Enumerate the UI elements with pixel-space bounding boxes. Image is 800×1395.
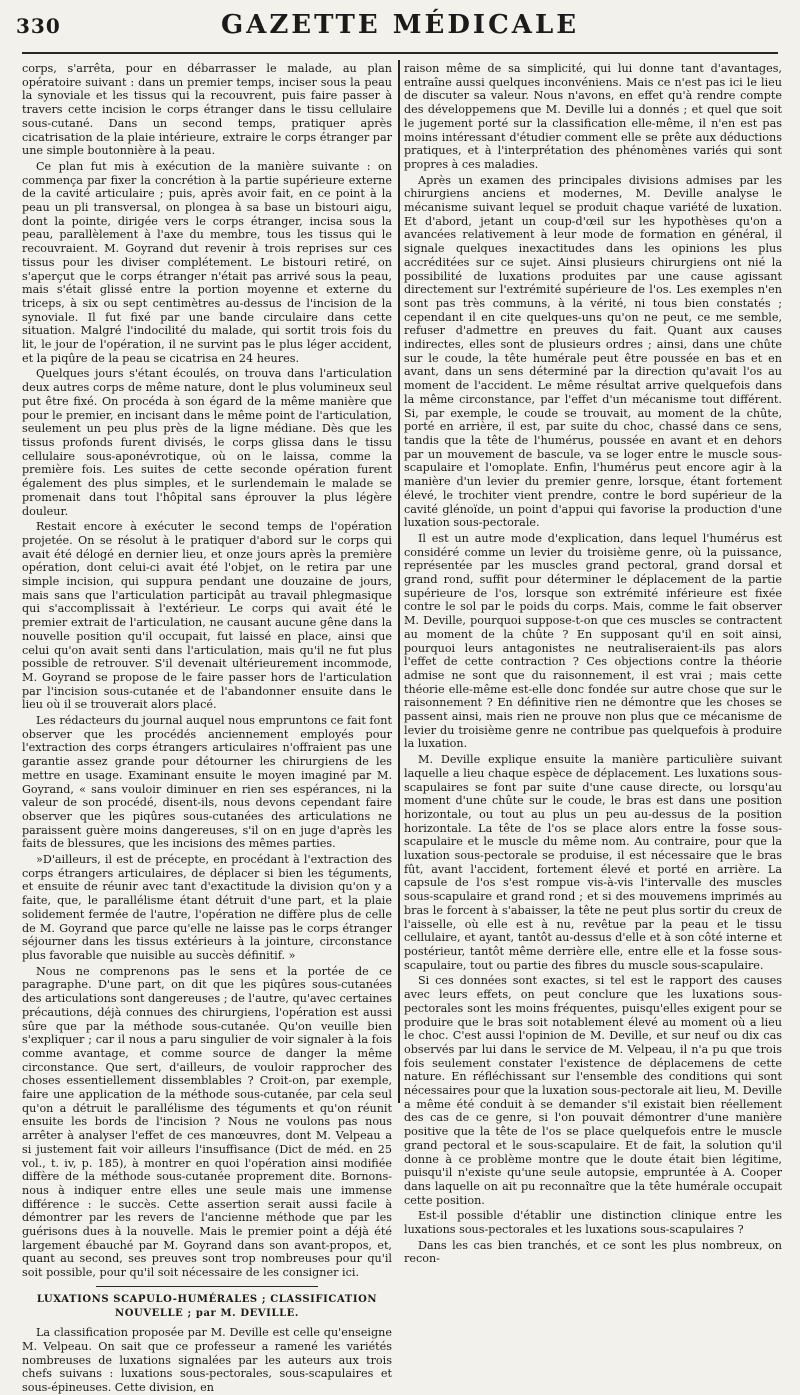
paragraph: Est-il possible d'établir une distinction clinique entre les luxations sous-pectorales et les luxations sous-scapulaires ? (404, 1209, 782, 1237)
paragraph: Les rédacteurs du journal auquel nous empruntons ce fait font observer que les procédés anciennement employés pour l'extraction des corps étrangers articulaires n'offraient pas une garantie assez grande pour détourner les chirurgiens de les mettre en usage. Examinant ensuite le moyen imaginé par M. Goyrand, « sans vouloir diminuer en rien ses espérances, ni la valeur de son procédé, disent-ils, nous devons cependant faire observer que les piqûres sous-cutanées des articulations ne paraissent guère moins dangereuses, s'il on en juge d'après les faits de blessures, que les incisions des mêmes parties. (22, 714, 392, 851)
paragraph: Restait encore à exécuter le second temps de l'opération projetée. On se résolut à le pratiquer d'abord sur le corps qui avait été délogé en dernier lieu, et onze jours après la première opération, dont celui-ci avait été l'objet, on le retira par une simple incision, qui suppura pendant une douzaine de jours, mais sans que l'articulation participât au travail phlegmasique qui s'accomplissait à l'extérieur. Le corps qui avait été le premier extrait de l'articulation, ne causant aucune gêne dans la nouvelle position qu'il occupait, fut laissé en place, ainsi que celui qu'on avait senti dans l'articulation, mais qu'il ne fut plus possible de retrouver. S'il devenait ultérieurement incommode, M. Goyrand se propose de le faire passer hors de l'articulation par l'incision sous-cutanée et de l'abandonner ensuite dans le lieu où il se trouverait alors placé. (22, 520, 392, 712)
paragraph: Dans les cas bien tranchés, et ce sont les plus nombreux, on recon- (404, 1238, 782, 1266)
paragraph: corps, s'arrêta, pour en débarrasser le malade, au plan opératoire suivant : dans un premier temps, inciser sous la peau la synoviale et les tissus qui la recouvrent, puis faire passer à travers cette incision le corps étranger dans le tissu cellulaire sous-cutané. Dans un second temps, pratiquer après cicatrisation de la plaie intérieure, extraire le corps étranger par une simple boutonnière à la peau. (22, 62, 392, 158)
paragraph: raison même de sa simplicité, qui lui donne tant d'avantages, entraîne aussi quelques inconvéniens. Mais ce n'est pas ici le lieu de discuter sa valeur. Nous n'avons, en effet qu'à rendre compte des développemens que M. Deville lui a donnés ; et quel que soit le jugement porté sur la classification elle-même, il n'en est pas moins intéressant d'étudier comment elle se prête aux déductions pratiques, et à l'interprétation des phénomènes variés qui sont propres à ces maladies. (404, 62, 782, 171)
paragraph: Quelques jours s'étant écoulés, on trouva dans l'articulation deux autres corps de même nature, dont le plus volumineux seul put être fixé. On procéda à son égard de la même manière que pour le premier, en incisant dans le même point de l'articulation, seulement un peu plus près de la ligne médiane. Dès que les tissus profonds furent divisés, le corps glissa dans le tissu cellulaire sous-aponévrotique, où on le laissa, comme la première fois. Les suites de cette seconde opération furent également des plus simples, et le surlendemain le malade se promenait dans tout l'hôpital sans éprouver la plus légère douleur. (22, 367, 392, 518)
header-rule (22, 52, 778, 54)
paragraph: M. Deville explique ensuite la manière particulière suivant laquelle a lieu chaque espèce de déplacement. Les luxations sous-scapulaires se font par suite d'une cause directe, ou lorsqu'au moment d'une chûte sur le coude, le bras est dans une position horizontale, ou tout au plus un peu au-dessus de la position horizontale. La tête de l'os se place alors entre la fosse sous-scapulaire et le muscle du même nom. Au contraire, pour que la luxation sous-pectorale se produise, il est nécessaire que le bras fût, avant l'accident, fortement élevé et porté en arrière. La capsule de l'os s'est rompue vis-à-vis l'intervalle des muscles sous-scapulaire et grand rond ; et si des mouvemens imprimés au bras le forcent à s'abaisser, la tête ne peut plus sortir du creux de l'aisselle, où elle est à nu, revêtue par la peau et le tissu cellulaire, et ayant, tantôt au-dessus d'elle et à son côté interne et postérieur, tantôt même derrière elle, entre elle et la fosse sous-scapulaire, tout ou partie des fibres du muscle sous-scapulaire. (404, 753, 782, 972)
paragraph: Après un examen des principales divisions admises par les chirurgiens anciens et modernes, M. Deville analyse le mécanisme suivant lequel se produit chaque variété de luxation. Et d'abord, jetant un coup-d'œil sur les hypothèses qu'on a avancées relativement à leur mode de formation en général, il signale quelques inexactitudes dans les opinions les plus accréditées sur ce sujet. Ainsi plusieurs chirurgiens ont nié la possibilité de luxations produites par une cause agissant directement sur l'extrémité supérieure de l'os. Les exemples n'en sont pas très communs, à la vérité, ni tous bien constatés ; cependant il en cite quelques-uns qu'on ne peut, ce me semble, refuser d'admettre en preuves du fait. Quant aux causes indirectes, elles sont de plusieurs ordres ; ainsi, dans une chûte sur le coude, la tête humérale peut être poussée en bas et en avant, dans un sens déterminé par la direction qu'avait l'os au moment de l'accident. Le même résultat arrive quelquefois dans la même circonstance, par l'effet d'un mécanisme tout différent. Si, par exemple, le coude se trouvait, au moment de la chûte, porté en arrière, il est, par suite du choc, chassé dans ce sens, tandis que la tête de l'humérus, poussée en avant et en dehors par un mouvement de bascule, va se loger entre le muscle sous-scapulaire et l'omoplate. Enfin, l'humérus peut encore agir à la manière d'un levier du premier genre, lorsque, étant fortement élevé, le trochiter vient prendre, contre le bord supérieur de la cavité glénoïde, un point d'appui qui favorise la production d'une luxation sous-pectorale. (404, 173, 782, 530)
right-column (404, 62, 782, 1266)
left-column (22, 62, 392, 1395)
journal-title: GAZETTE MÉDICALE (220, 10, 580, 40)
section-heading: LUXATIONS SCAPULO-HUMÉRALES ; CLASSIFICATION NOUVELLE ; par M. DEVILLE. (36, 1293, 378, 1319)
paragraph: Il est un autre mode d'explication, dans lequel l'humérus est considéré comme un levier du troisième genre, où la puissance, représentée par les muscles grand pectoral, grand dorsal et grand rond, suffit pour déterminer le déplacement de la partie supérieure de l'os, lorsque son extrémité inférieure est fixée contre le sol par le poids du corps. Mais, comme le fait observer M. Deville, pourquoi suppose-t-on que ces muscles se contractent au moment de la chûte ? En supposant qu'il en soit ainsi, pourquoi leurs antagonistes ne neutraliseraient-ils pas alors l'effet de cette contraction ? Ces objections contre la théorie admise ne sont que du raisonnement, il est vrai ; mais cette théorie elle-même est-elle donc fondée sur autre chose que sur le raisonnement ? En définitive rien ne démontre que les choses se passent ainsi, mais rien ne prouve non plus que ce mécanisme de levier du troisième genre ne contribue pas quelquefois à produire la luxation. (404, 531, 782, 751)
paragraph: La classification proposée par M. Deville est celle qu'enseigne M. Velpeau. On sait que ce professeur a ramené les variétés nombreuses de luxations signalées par les auteurs aux trois chefs suivans : luxations sous-pectorales, sous-scapulaires et sous-épineuses. Cette division, en (22, 1326, 392, 1395)
paragraph: Nous ne comprenons pas le sens et la portée de ce paragraphe. D'une part, on dit que les piqûres sous-cutanées des articulations sont dangereuses ; de l'autre, qu'avec certaines précautions, déjà connues des chirurgiens, l'opération est aussi sûre que par la méthode sous-cutanée. Qu'on veuille bien s'expliquer ; car il nous a paru singulier de voir signaler à la fois comme avantage, et comme source de danger la même circonstance. Que sert, d'ailleurs, de vouloir rapprocher des choses essentiellement dissemblables ? Croit-on, par exemple, faire une application de la méthode sous-cutanée, par cela seul qu'on a détruit le parallélisme des téguments et qu'on réunit ensuite les bords de l'incision ? Nous ne voulons pas nous arrêter à analyser l'effet de ces manœuvres, dont M. Velpeau a si justement fait voir ailleurs l'insuffisance (Dict de méd. en 25 vol., t. iv, p. 185), à montrer en quoi l'opération ainsi modifiée diffère de la méthode sous-cutanée proprement dite. Bornons-nous à indiquer entre elles une seule mais une immense différence : le succès. Cette assertion serait aussi facile à démontrer par les revers de l'ancienne méthode que par les guérisons dues à la nouvelle. Mais le premier point a déjà été largement ébauché par M. Goyrand dans son avant-propos, et, quant au second, ses preuves sont trop nombreuses pour qu'il soit possible, pour qu'il soit nécessaire de les consigner ici. (22, 964, 392, 1280)
paragraph: Si ces données sont exactes, si tel est le rapport des causes avec leurs effets, on peut conclure que les luxations sous-pectorales sont les moins fréquentes, puisqu'elles exigent pour se produire que le bras soit notablement élevé au moment où a lieu le choc. C'est aussi l'opinion de M. Deville, et sur neuf ou dix cas observés par lui dans le service de M. Velpeau, il n'a pu que trois fois seulement constater l'existence de déplacemens de cette nature. En réfléchissant sur l'ensemble des conditions qui sont nécessaires pour que la luxation sous-pectorale ait lieu, M. Deville a même été conduit à se demander s'il existait bien réellement des cas de ce genre, si l'on pouvait démontrer d'une manière positive que la tête de l'os se place quelquefois entre le muscle grand pectoral et le sous-scapulaire. Et de fait, la solution qu'il donne à ce problème montre que le doute était bien légitime, puisqu'il n'existe qu'une seule autopsie, empruntée à A. Cooper dans laquelle on ait pu reconnaître que la tête humérale occupait cette position. (404, 974, 782, 1207)
page-number: 330 (16, 14, 61, 38)
paragraph: Ce plan fut mis à exécution de la manière suivante : on commença par fixer la concrétion à la partie supérieure externe de la cavité articulaire ; puis, après avoir fait, en ce point à la peau un pli transversal, on plongea à sa base un bistouri aigu, dont la pointe, dirigée vers le corps étranger, incisa sous la peau, parallèlement à l'axe du membre, tous les tissus qui le recouvraient. M. Goyrand dut revenir à trois reprises sur ces tissus pour les diviser complétement. Le bistouri retiré, on s'aperçut que le corps étranger n'était pas arrivé sous la peau, mais s'était glissé entre la portion moyenne et externe du triceps, à six ou sept centimètres au-dessus de l'incision de la synoviale. Il fut fixé par une bande circulaire dans cette situation. Malgré l'indocilité du malade, qui sortit trois fois du lit, le jour de l'opération, il ne survint pas le plus léger accident, et la piqûre de la peau se cicatrisa en 24 heures. (22, 159, 392, 365)
page-header (10, 10, 790, 42)
column-divider (398, 60, 400, 1103)
section-separator (96, 1286, 318, 1287)
paragraph: »D'ailleurs, il est de précepte, en procédant à l'extraction des corps étrangers articulaires, de déplacer si bien les téguments, et ensuite de réunir avec tant d'exactitude la division qu'on y a faite, que, le parallélisme étant détruit d'une part, et la plaie solidement fermée de l'autre, l'opération ne diffère plus de celle de M. Goyrand que parce qu'elle ne laisse pas le corps étranger séjourner dans les tissus extérieurs à la jointure, circonstance plus favorable que nuisible au succès définitif. » (22, 853, 392, 962)
